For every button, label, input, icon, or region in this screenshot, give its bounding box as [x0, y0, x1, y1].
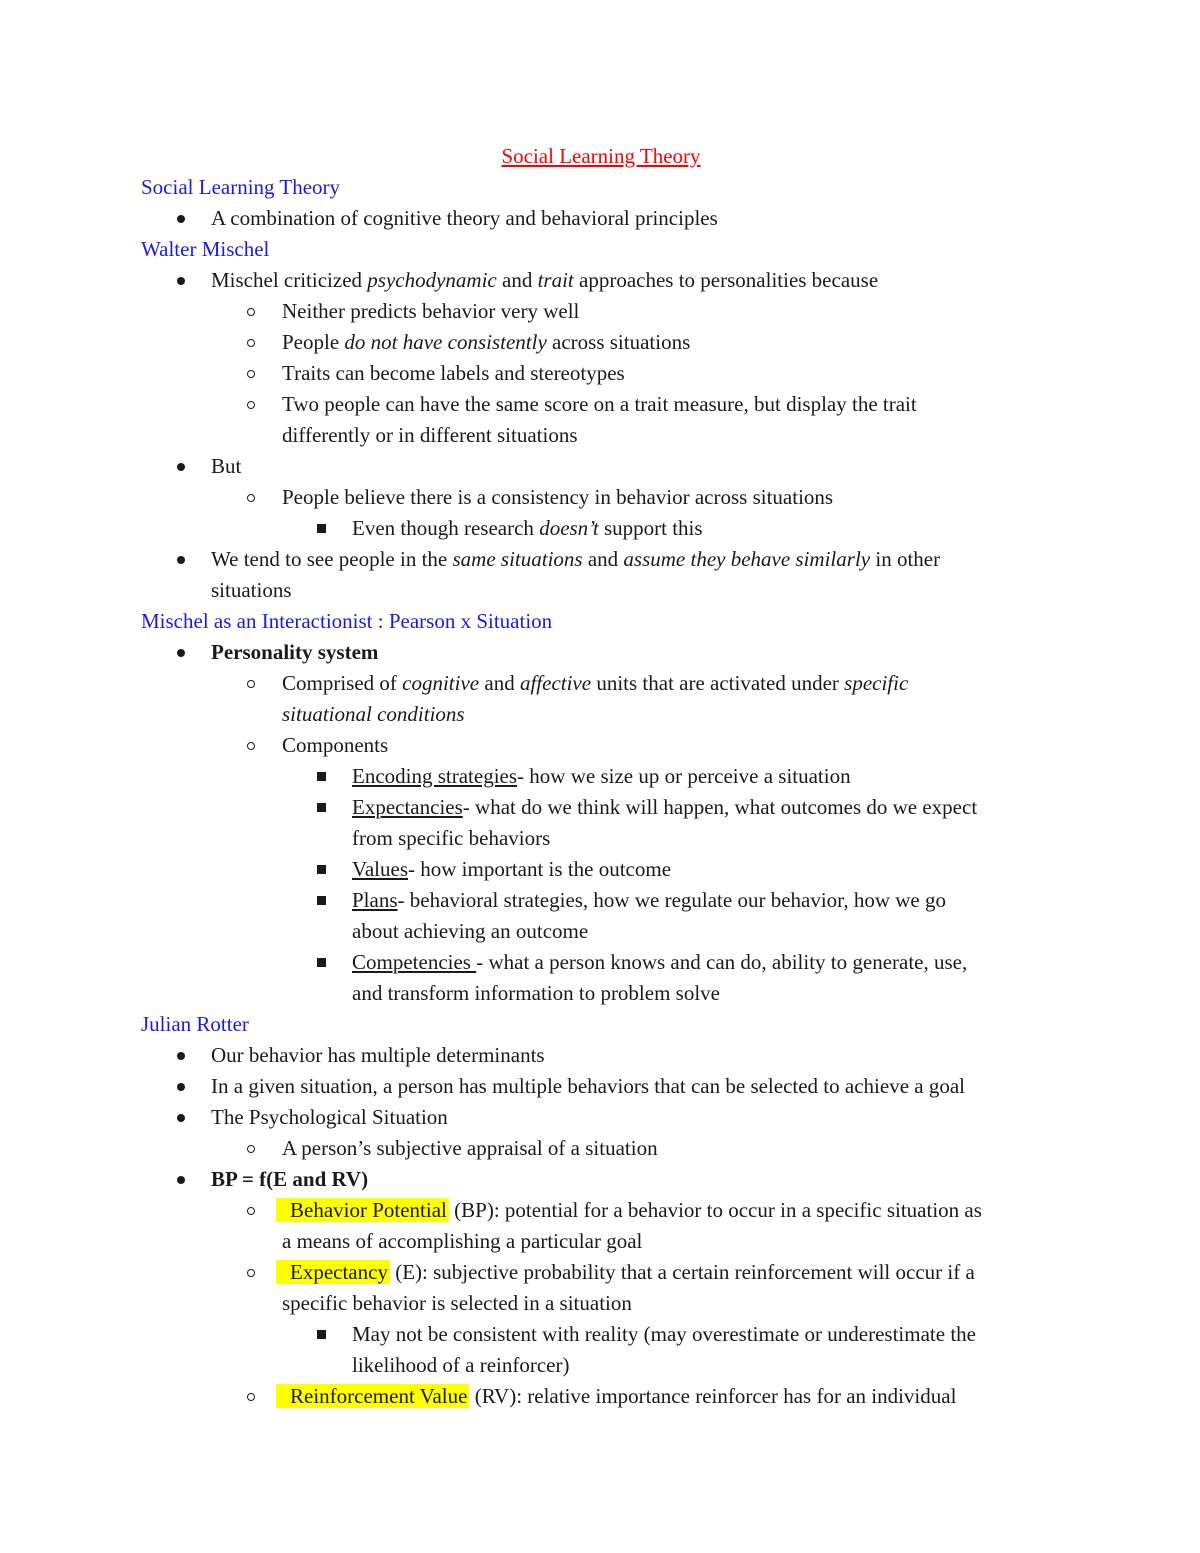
list-item: A combination of cognitive theory and behavioral principles — [141, 203, 1061, 234]
list-item-continuation: situational conditions — [282, 702, 465, 726]
bullet-ring-icon — [239, 389, 263, 420]
bullet-square-icon — [309, 854, 333, 885]
list-item: Mischel criticized psychodynamic and trait approaches to personalities because — [141, 265, 1061, 296]
highlighted-term: Expectancy — [276, 1260, 390, 1284]
section-heading-interactionist: Mischel as an Interactionist : Pearson x Situation — [141, 609, 553, 633]
bullet-ring-icon — [239, 358, 263, 389]
list-item: May not be consistent with reality (may overestimate or underestimate the — [141, 1319, 1061, 1350]
bullet-square-icon — [309, 947, 333, 978]
list-item: Traits can become labels and stereotypes — [141, 358, 1061, 389]
list-item-continuation: about achieving an outcome — [352, 919, 589, 943]
list-item: Plans- behavioral strategies, how we regulate our behavior, how we go — [141, 885, 1061, 916]
bullet-dot-icon — [169, 1164, 193, 1195]
document-body — [141, 141, 1061, 1412]
section-heading-mischel: Walter Mischel — [141, 237, 270, 261]
bullet-ring-icon — [239, 1133, 263, 1164]
list-item: We tend to see people in the same situations and assume they behave similarly in other — [141, 544, 1061, 575]
page-title: Social Learning Theory — [501, 144, 701, 168]
bullet-ring-icon — [239, 668, 263, 699]
bullet-ring-icon — [239, 1257, 263, 1288]
bullet-ring-icon — [239, 1195, 263, 1226]
list-item: Values- how important is the outcome — [141, 854, 1061, 885]
highlighted-term: Behavior Potential — [276, 1198, 449, 1222]
list-item: Components — [141, 730, 1061, 761]
list-item: Encoding strategies- how we size up or perceive a situation — [141, 761, 1061, 792]
bullet-dot-icon — [169, 1040, 193, 1071]
list-item: People believe there is a consistency in behavior across situations — [141, 482, 1061, 513]
bullet-ring-icon — [239, 482, 263, 513]
section-heading-rotter: Julian Rotter — [141, 1012, 249, 1036]
list-item: Expectancy (E): subjective probability that a certain reinforcement will occur if a — [141, 1257, 1061, 1288]
list-item: Even though research doesn’t support this — [141, 513, 1061, 544]
list-item: Comprised of cognitive and affective units that are activated under specific — [141, 668, 1061, 699]
bullet-square-icon — [309, 885, 333, 916]
list-item: People do not have consistently across situations — [141, 327, 1061, 358]
bullet-square-icon — [309, 792, 333, 823]
bullet-dot-icon — [169, 203, 193, 234]
highlighted-term: Reinforcement Value — [276, 1384, 469, 1408]
list-item-continuation: situations — [211, 578, 292, 602]
list-item: But — [141, 451, 1061, 482]
list-item-continuation: and transform information to problem solve — [352, 981, 721, 1005]
list-item: Neither predicts behavior very well — [141, 296, 1061, 327]
list-item: The Psychological Situation — [141, 1102, 1061, 1133]
list-item-continuation: specific behavior is selected in a situation — [282, 1291, 632, 1315]
bullet-dot-icon — [169, 451, 193, 482]
list-item: Our behavior has multiple determinants — [141, 1040, 1061, 1071]
list-item: A person’s subjective appraisal of a situation — [141, 1133, 1061, 1164]
list-item: BP = f(E and RV) — [141, 1164, 1061, 1195]
bullet-ring-icon — [239, 1381, 263, 1412]
bullet-ring-icon — [239, 730, 263, 761]
list-item: Competencies - what a person knows and can do, ability to generate, use, — [141, 947, 1061, 978]
bullet-dot-icon — [169, 1102, 193, 1133]
list-item: Personality system — [141, 637, 1061, 668]
list-item-continuation: differently or in different situations — [282, 423, 578, 447]
section-heading-slt: Social Learning Theory — [141, 175, 341, 199]
bullet-dot-icon — [169, 1071, 193, 1102]
list-item-continuation: a means of accomplishing a particular goal — [282, 1229, 643, 1253]
bullet-ring-icon — [239, 327, 263, 358]
list-item: Reinforcement Value (RV): relative importance reinforcer has for an individual — [141, 1381, 1061, 1412]
list-item: In a given situation, a person has multiple behaviors that can be selected to achieve a goal — [141, 1071, 1061, 1102]
list-item: Two people can have the same score on a trait measure, but display the trait — [141, 389, 1061, 420]
bullet-square-icon — [309, 513, 333, 544]
list-item-continuation: likelihood of a reinforcer) — [352, 1353, 570, 1377]
list-item: Expectancies- what do we think will happen, what outcomes do we expect — [141, 792, 1061, 823]
list-item-continuation: from specific behaviors — [352, 826, 551, 850]
bullet-square-icon — [309, 1319, 333, 1350]
bullet-dot-icon — [169, 544, 193, 575]
bullet-dot-icon — [169, 637, 193, 668]
bullet-dot-icon — [169, 265, 193, 296]
bullet-square-icon — [309, 761, 333, 792]
list-item: Behavior Potential (BP): potential for a behavior to occur in a specific situation as — [141, 1195, 1061, 1226]
bullet-ring-icon — [239, 296, 263, 327]
